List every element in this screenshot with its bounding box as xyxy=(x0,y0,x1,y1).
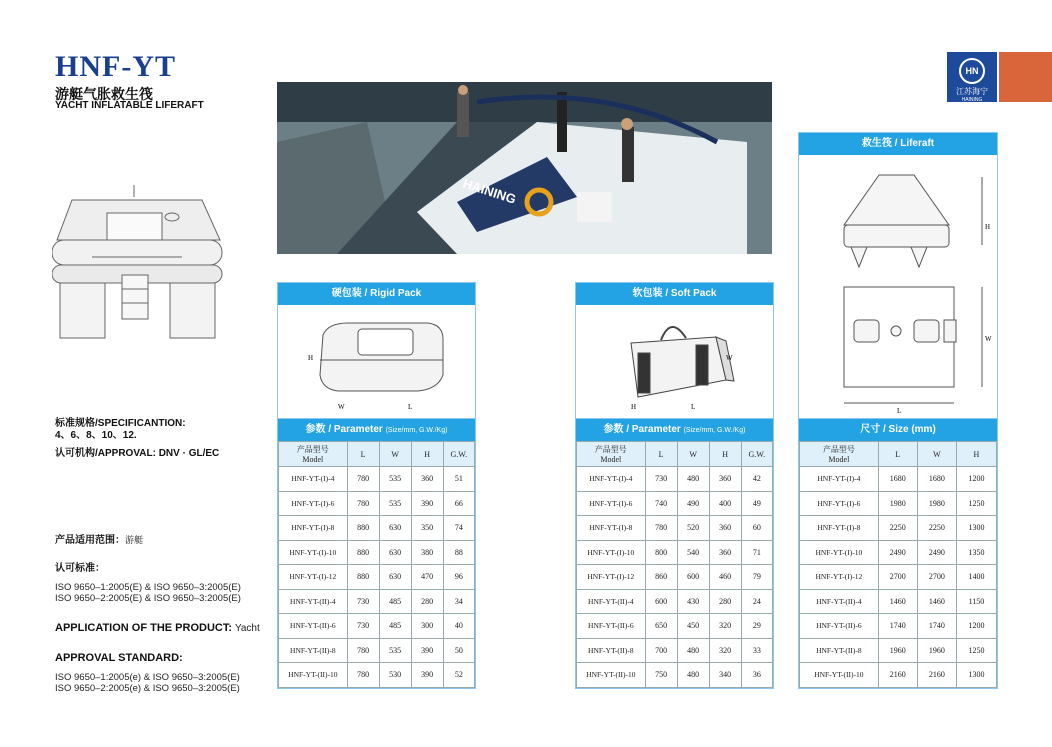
table-row xyxy=(577,565,773,590)
cell-value: 480 xyxy=(677,638,709,663)
cell-value: 390 xyxy=(411,491,443,516)
cell-value: 1460 xyxy=(917,589,956,614)
logo-text: 江苏海宁 xyxy=(956,87,988,96)
col-model-cn: 产品型号 xyxy=(296,445,329,454)
cell-value: 630 xyxy=(379,516,411,541)
rigid-param-panel xyxy=(277,418,476,689)
cell-value: 1980 xyxy=(878,491,917,516)
cell-value: 42 xyxy=(741,467,772,492)
liferaft-header: 救生筏 / Liferaft xyxy=(799,133,997,155)
table-row xyxy=(279,565,475,590)
table-row xyxy=(279,614,475,639)
cell-value: 280 xyxy=(709,589,741,614)
cell-value: 34 xyxy=(443,589,474,614)
cell-value: 600 xyxy=(677,565,709,590)
cell-value: 360 xyxy=(709,467,741,492)
cell-model: HNF-YT-(I)-10 xyxy=(279,540,348,565)
cell-value: 60 xyxy=(741,516,772,541)
subtitle-cn: 游艇气胀救生筏 xyxy=(55,86,153,102)
cell-value: 1740 xyxy=(917,614,956,639)
rigid-dim-h: H xyxy=(308,354,314,362)
col-header: L xyxy=(347,442,379,467)
soft-dim-l: L xyxy=(691,403,696,411)
cell-value: 390 xyxy=(411,663,443,688)
col-header: W xyxy=(917,442,956,467)
cell-value: 880 xyxy=(347,540,379,565)
cell-value: 88 xyxy=(443,540,474,565)
cell-value: 740 xyxy=(645,491,677,516)
logo-mark: HN xyxy=(959,58,985,84)
table-row xyxy=(577,614,773,639)
cell-value: 2250 xyxy=(878,516,917,541)
col-header: W xyxy=(379,442,411,467)
cell-value: 485 xyxy=(379,589,411,614)
cell-value: 1300 xyxy=(956,663,996,688)
cell-value: 650 xyxy=(645,614,677,639)
cell-value: 2160 xyxy=(878,663,917,688)
boat-label: HAINING xyxy=(461,175,518,207)
cell-value: 1250 xyxy=(956,638,996,663)
cell-value: 40 xyxy=(443,614,474,639)
cell-model: HNF-YT-(I)-6 xyxy=(279,491,348,516)
col-header: L xyxy=(878,442,917,467)
table-row xyxy=(279,467,475,492)
cell-model: HNF-YT-(II)-8 xyxy=(279,638,348,663)
cell-value: 535 xyxy=(379,491,411,516)
cell-model: HNF-YT-(I)-4 xyxy=(279,467,348,492)
table-row xyxy=(800,516,997,541)
soft-param-panel xyxy=(575,418,774,689)
liferaft-drawing xyxy=(799,155,997,417)
cell-value: 535 xyxy=(379,467,411,492)
cell-value: 530 xyxy=(379,663,411,688)
col-model-cn: 产品型号 xyxy=(822,445,855,454)
cell-value: 485 xyxy=(379,614,411,639)
cell-value: 52 xyxy=(443,663,474,688)
spec-label: 标准规格/SPECIFICANTION: xyxy=(55,418,186,429)
cell-value: 880 xyxy=(347,516,379,541)
cell-value: 50 xyxy=(443,638,474,663)
cell-value: 1980 xyxy=(917,491,956,516)
liferaft-dim-w: W xyxy=(985,335,992,343)
cell-value: 450 xyxy=(677,614,709,639)
standard-line-1: ISO 9650–1:2005(E) & ISO 9650–3:2005(E) xyxy=(55,582,241,593)
cell-value: 1680 xyxy=(917,467,956,492)
col-model-en: Model xyxy=(302,455,324,464)
cell-value: 1300 xyxy=(956,516,996,541)
col-header: H xyxy=(956,442,996,467)
cell-value: 360 xyxy=(411,467,443,492)
cell-model: HNF-YT-(I)-12 xyxy=(279,565,348,590)
cell-model: HNF-YT-(II)-10 xyxy=(800,663,879,688)
cell-value: 320 xyxy=(709,614,741,639)
rigid-pack-drawing xyxy=(278,305,475,417)
table-row xyxy=(279,589,475,614)
cell-value: 1960 xyxy=(878,638,917,663)
rigid-param-title: 参数 / Parameter xyxy=(305,424,383,435)
soft-pack-drawing xyxy=(576,305,773,417)
raft-drawing xyxy=(52,185,232,350)
cell-value: 470 xyxy=(411,565,443,590)
cell-model: HNF-YT-(I)-6 xyxy=(577,491,646,516)
company-logo xyxy=(947,52,997,102)
cell-value: 1250 xyxy=(956,491,996,516)
cell-value: 480 xyxy=(677,467,709,492)
standard-label: 认可标准： xyxy=(55,563,105,574)
cell-value: 49 xyxy=(741,491,772,516)
cell-model: HNF-YT-(I)-6 xyxy=(800,491,879,516)
table-row xyxy=(800,540,997,565)
table-row xyxy=(800,467,997,492)
table-row xyxy=(800,638,997,663)
col-header: H xyxy=(411,442,443,467)
cell-model: HNF-YT-(I)-10 xyxy=(577,540,646,565)
cell-value: 24 xyxy=(741,589,772,614)
soft-dim-w: W xyxy=(726,354,733,362)
cell-value: 2490 xyxy=(917,540,956,565)
approval-label: 认可机构/APPROVAL: DNV · GL/EC xyxy=(55,448,220,459)
cell-value: 66 xyxy=(443,491,474,516)
cell-value: 400 xyxy=(709,491,741,516)
cell-value: 2700 xyxy=(917,565,956,590)
cell-value: 490 xyxy=(677,491,709,516)
rigid-dim-l: L xyxy=(408,403,413,411)
table-row xyxy=(800,565,997,590)
cell-model: HNF-YT-(II)-8 xyxy=(577,638,646,663)
cell-model: HNF-YT-(I)-4 xyxy=(577,467,646,492)
cell-value: 1460 xyxy=(878,589,917,614)
soft-param-header xyxy=(576,419,773,441)
cell-value: 520 xyxy=(677,516,709,541)
cell-model: HNF-YT-(I)-8 xyxy=(577,516,646,541)
cell-value: 880 xyxy=(347,565,379,590)
rigid-table xyxy=(278,441,475,688)
cell-value: 51 xyxy=(443,467,474,492)
cell-value: 1200 xyxy=(956,467,996,492)
cell-value: 33 xyxy=(741,638,772,663)
approval-line-1: ISO 9650–1:2005(e) & ISO 9650–3:2005(E) xyxy=(55,672,240,683)
cell-value: 480 xyxy=(677,663,709,688)
soft-pack-panel xyxy=(575,282,774,420)
cell-value: 730 xyxy=(645,467,677,492)
scope-label: 产品适用范围： xyxy=(55,535,125,546)
cell-model: HNF-YT-(II)-10 xyxy=(279,663,348,688)
liferaft-table xyxy=(799,441,997,688)
cell-value: 730 xyxy=(347,614,379,639)
table-row xyxy=(800,589,997,614)
col-model-en: Model xyxy=(600,455,622,464)
cell-model: HNF-YT-(II)-4 xyxy=(577,589,646,614)
cell-model: HNF-YT-(I)-4 xyxy=(800,467,879,492)
cell-value: 390 xyxy=(411,638,443,663)
scope-value: 游艇 xyxy=(125,535,144,545)
cell-model: HNF-YT-(II)-4 xyxy=(800,589,879,614)
cell-value: 71 xyxy=(741,540,772,565)
cell-value: 860 xyxy=(645,565,677,590)
liferaft-dim-h: H xyxy=(985,223,991,231)
table-row xyxy=(577,516,773,541)
col-model-header xyxy=(800,442,879,467)
table-row xyxy=(577,540,773,565)
cell-value: 460 xyxy=(709,565,741,590)
soft-param-units: (Size/mm, G.W./Kg) xyxy=(683,427,746,434)
cell-value: 300 xyxy=(411,614,443,639)
table-row xyxy=(577,663,773,688)
table-row xyxy=(577,589,773,614)
col-header: H xyxy=(709,442,741,467)
table-row xyxy=(577,491,773,516)
cell-value: 1740 xyxy=(878,614,917,639)
soft-param-title: 参数 / Parameter xyxy=(603,424,681,435)
orange-block xyxy=(999,52,1052,102)
approval-standard-label: APPROVAL STANDARD: xyxy=(55,652,183,664)
logo-sub: HAINING xyxy=(961,97,983,103)
col-header: G.W. xyxy=(443,442,474,467)
cell-value: 360 xyxy=(709,540,741,565)
cell-model: HNF-YT-(II)-6 xyxy=(279,614,348,639)
cell-model: HNF-YT-(I)-12 xyxy=(800,565,879,590)
cell-value: 280 xyxy=(411,589,443,614)
cell-value: 630 xyxy=(379,540,411,565)
table-row xyxy=(800,663,997,688)
table-row xyxy=(800,491,997,516)
col-model-cn: 产品型号 xyxy=(594,445,627,454)
cell-model: HNF-YT-(II)-4 xyxy=(279,589,348,614)
liferaft-size-panel xyxy=(798,418,998,689)
col-header: W xyxy=(677,442,709,467)
rigid-param-units: (Size/mm, G.W./Kg) xyxy=(385,427,448,434)
cell-value: 430 xyxy=(677,589,709,614)
col-model-header xyxy=(279,442,348,467)
table-row xyxy=(279,638,475,663)
rigid-param-header xyxy=(278,419,475,441)
cell-value: 340 xyxy=(709,663,741,688)
cell-value: 700 xyxy=(645,638,677,663)
cell-value: 730 xyxy=(347,589,379,614)
cell-value: 750 xyxy=(645,663,677,688)
cell-value: 380 xyxy=(411,540,443,565)
soft-table xyxy=(576,441,773,688)
table-row xyxy=(800,614,997,639)
cell-value: 535 xyxy=(379,638,411,663)
cell-value: 79 xyxy=(741,565,772,590)
cell-model: HNF-YT-(I)-10 xyxy=(800,540,879,565)
cell-model: HNF-YT-(II)-6 xyxy=(577,614,646,639)
soft-pack-header: 软包装 / Soft Pack xyxy=(576,283,773,305)
col-header: L xyxy=(645,442,677,467)
col-model-header xyxy=(577,442,646,467)
table-row xyxy=(279,663,475,688)
cell-value: 1680 xyxy=(878,467,917,492)
cell-value: 36 xyxy=(741,663,772,688)
table-row xyxy=(577,467,773,492)
spec-value: 4、6、8、10、12. xyxy=(55,430,137,441)
cell-value: 780 xyxy=(645,516,677,541)
cell-value: 800 xyxy=(645,540,677,565)
cell-model: HNF-YT-(I)-8 xyxy=(279,516,348,541)
page-title: HNF-YT xyxy=(55,50,176,83)
cell-value: 2250 xyxy=(917,516,956,541)
cell-model: HNF-YT-(II)-10 xyxy=(577,663,646,688)
cell-model: HNF-YT-(I)-8 xyxy=(800,516,879,541)
cell-value: 74 xyxy=(443,516,474,541)
application-label: APPLICATION OF THE PRODUCT: xyxy=(55,622,233,634)
cell-value: 2700 xyxy=(878,565,917,590)
cell-value: 1350 xyxy=(956,540,996,565)
standard-line-2: ISO 9650–2:2005(E) & ISO 9650–3:2005(E) xyxy=(55,593,241,604)
cell-value: 1400 xyxy=(956,565,996,590)
cell-value: 320 xyxy=(709,638,741,663)
cell-value: 96 xyxy=(443,565,474,590)
approval-line-2: ISO 9650–2:2005(e) & ISO 9650–3:2005(E) xyxy=(55,683,240,694)
cell-value: 540 xyxy=(677,540,709,565)
cell-value: 2490 xyxy=(878,540,917,565)
cell-model: HNF-YT-(II)-8 xyxy=(800,638,879,663)
cell-value: 2160 xyxy=(917,663,956,688)
table-row xyxy=(577,638,773,663)
cell-value: 350 xyxy=(411,516,443,541)
rigid-dim-w: W xyxy=(338,403,345,411)
cell-value: 600 xyxy=(645,589,677,614)
cell-model: HNF-YT-(I)-12 xyxy=(577,565,646,590)
liferaft-size-header: 尺寸 / Size (mm) xyxy=(799,419,997,441)
cell-value: 780 xyxy=(347,491,379,516)
soft-dim-h: H xyxy=(631,403,637,411)
application-value: Yacht xyxy=(234,623,260,634)
cell-value: 1200 xyxy=(956,614,996,639)
col-header: G.W. xyxy=(741,442,772,467)
yacht-photo xyxy=(277,82,772,254)
cell-value: 1960 xyxy=(917,638,956,663)
table-row xyxy=(279,491,475,516)
cell-model: HNF-YT-(II)-6 xyxy=(800,614,879,639)
col-model-en: Model xyxy=(828,455,850,464)
liferaft-panel xyxy=(798,132,998,420)
table-row xyxy=(279,516,475,541)
cell-value: 780 xyxy=(347,638,379,663)
cell-value: 780 xyxy=(347,663,379,688)
cell-value: 360 xyxy=(709,516,741,541)
cell-value: 1150 xyxy=(956,589,996,614)
subtitle-en: YACHT INFLATABLE LIFERAFT xyxy=(55,100,204,111)
liferaft-dim-l: L xyxy=(897,407,902,415)
cell-value: 630 xyxy=(379,565,411,590)
cell-value: 29 xyxy=(741,614,772,639)
rigid-pack-panel xyxy=(277,282,476,420)
table-row xyxy=(279,540,475,565)
cell-value: 780 xyxy=(347,467,379,492)
rigid-pack-header: 硬包装 / Rigid Pack xyxy=(278,283,475,305)
